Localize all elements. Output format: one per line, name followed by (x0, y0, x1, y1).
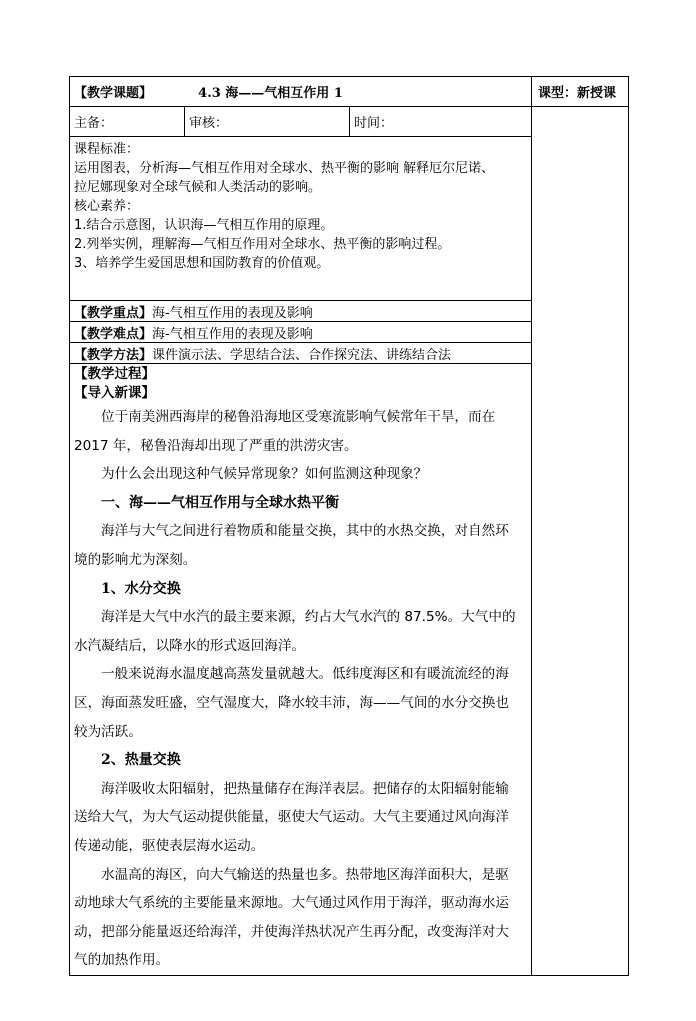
subsection-heading: 2、热量交换 (101, 752, 181, 769)
lesson-title: 4.3 海——气相互作用 1 (198, 86, 343, 101)
section-heading: 一、海——气相互作用与全球水热平衡 (101, 494, 339, 511)
core-literacy-item: 3、培养学生爱国思想和国防教育的价值观。 (74, 256, 330, 271)
difficulty-text: 海-气相互作用的表现及影响 (152, 326, 313, 342)
paragraph-line: 海洋与大气之间进行着物质和能量交换，其中的水热交换，对自然环 (101, 523, 509, 540)
side-column (532, 107, 629, 976)
paragraph-line: 境的影响尤为深刻。 (74, 551, 197, 568)
intro-question: 为什么会出现这种气候异常现象？如何监测这种现象？ (101, 466, 428, 483)
preparer-field: 主备： (70, 107, 185, 137)
reviewer-field: 审核： (185, 107, 350, 137)
paragraph-line: 送给大气，为大气运动提供能量，驱使大气运动。大气主要通过风向海洋 (74, 809, 509, 826)
intro-line: 2017 年，秘鲁沿海却出现了严重的洪涝灾害。 (74, 437, 358, 454)
time-field: 时间： (350, 107, 532, 137)
method-row (70, 343, 532, 364)
lesson-plan-table (69, 76, 629, 976)
method-text: 课件演示法、学思结合法、合作探究法、讲练结合法 (152, 347, 452, 363)
paragraph-line: 水温高的海区，向大气输送的热量也多。热带地区海洋面积大，是驱 (101, 866, 509, 883)
key-point-row (70, 301, 532, 322)
paragraph-line: 动地球大气系统的主要能量来源地。大气通过风作用于海洋，驱动海水运 (74, 895, 509, 912)
standards-cell (70, 137, 532, 301)
paragraph-line: 传递动能，驱使表层海水运动。 (74, 837, 265, 854)
lesson-topic-cell (70, 77, 532, 107)
paragraph-line: 区，海面蒸发旺盛，空气湿度大，降水较丰沛，海——气间的水分交换也 (74, 694, 509, 711)
intro-line: 位于南美洲西海岸的秘鲁沿海地区受寒流影响气候常年干旱，而在 (101, 409, 496, 425)
difficulty-row (70, 322, 532, 343)
core-literacy-item: 2.列举实例，理解海—气相互作用对全球水、热平衡的影响过程。 (74, 237, 451, 252)
method-label: 【教学方法】 (74, 347, 153, 363)
paragraph-line: 海洋吸收太阳辐射，把热量储存在海洋表层。把储存的太阳辐射能输 (101, 780, 509, 797)
intro-label: 【导入新课】 (74, 385, 155, 401)
lesson-topic-label: 【教学课题】 (74, 86, 153, 101)
course-type: 课型：新授课 (532, 77, 629, 107)
paragraph-line: 海洋是大气中水汽的最主要来源，约占大气水汽的 87.5%。大气中的 (101, 609, 516, 626)
paragraph-line: 较为活跃。 (74, 723, 142, 740)
paragraph-line: 气的加热作用。 (74, 952, 170, 969)
paragraph-line: 水汽凝结后，以降水的形式返回海洋。 (74, 637, 306, 654)
difficulty-label: 【教学难点】 (74, 326, 153, 342)
key-point-label: 【教学重点】 (74, 305, 153, 321)
standards-line: 拉尼娜现象对全球气候和人类活动的影响。 (74, 180, 322, 195)
lesson-plan-page (69, 76, 627, 969)
core-literacy-item: 1.结合示意图，认识海—气相互作用的原理。 (74, 218, 334, 233)
paragraph-line: 一般来说海水温度越高蒸发量就越大。低纬度海区和有暖流流经的海 (101, 666, 509, 683)
standards-line: 运用图表，分析海—气相互作用对全球水、热平衡的影响 解释厄尔尼诺、 (74, 161, 495, 176)
standards-label: 课程标准： (74, 142, 140, 157)
process-cell (70, 364, 532, 976)
process-body (74, 403, 531, 975)
subsection-heading: 1、水分交换 (101, 580, 181, 597)
process-label: 【教学过程】 (74, 366, 155, 382)
paragraph-line: 动，把部分能量返还给海洋，并使海洋热状况产生再分配，改变海洋对大 (74, 923, 509, 940)
key-point-text: 海-气相互作用的表现及影响 (152, 305, 313, 321)
core-literacy-label: 核心素养： (74, 199, 140, 214)
